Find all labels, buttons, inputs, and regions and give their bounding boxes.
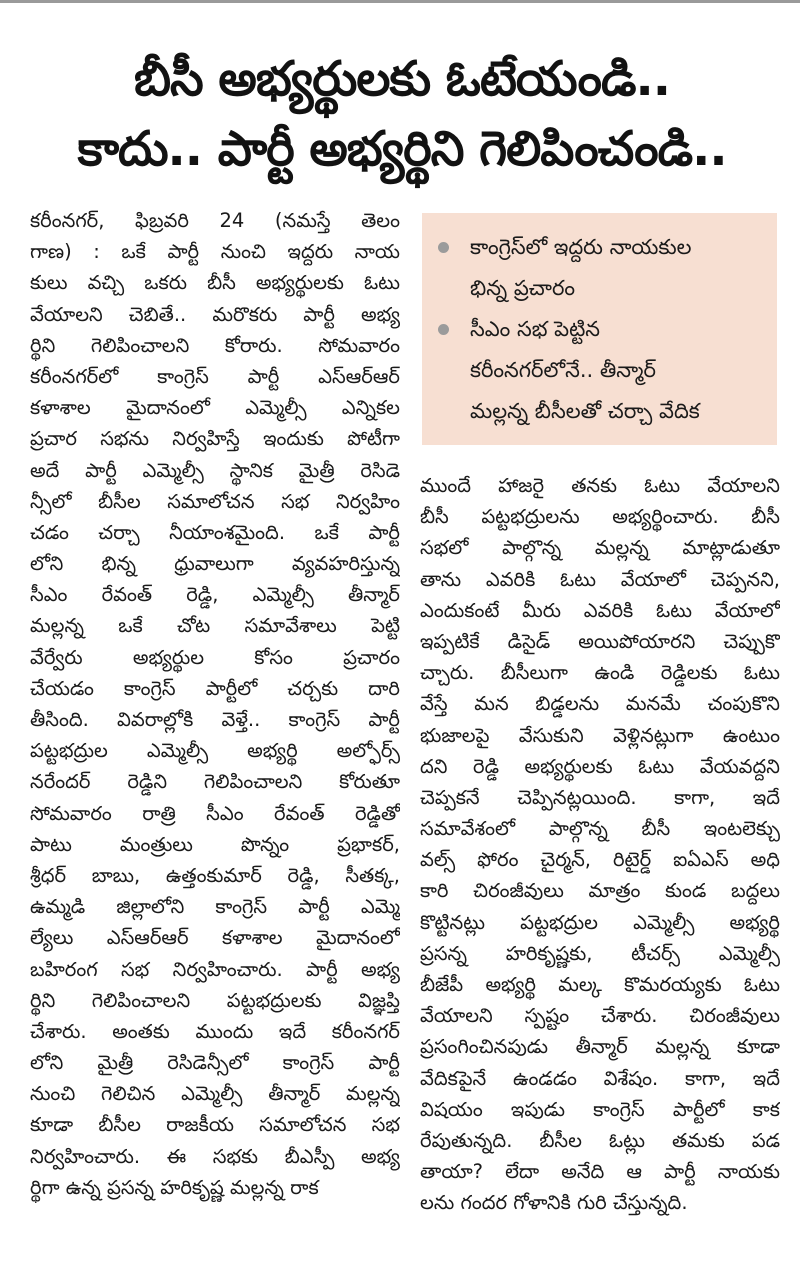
- article-column-left: [30, 205, 400, 1203]
- article-line: ఎందుకంటే మీరు ఎవరికి ఓటు వేయాలో: [420, 598, 780, 622]
- article-line: వల్స్ ఫోరం చైర్మన్, రిటైర్డ్ ఐఏఎస్ అధి: [420, 848, 780, 872]
- highlight-line: భిన్న ప్రచారం: [470, 276, 576, 300]
- article-line: లోని భిన్న ధ్రువాలుగా వ్యవహరిస్తున్న: [30, 552, 400, 576]
- article-line: ఉమ్మడి జిల్లాలోని కాంగ్రెస్ పార్టీ ఎమ్మె: [30, 895, 400, 919]
- article-line: నరేందర్ రెడ్డిని గెలిపించాలని కోరుతూ: [30, 770, 400, 794]
- article-line: కారి చిరంజీవులు మాత్రం కుండ బద్దలు: [420, 879, 780, 903]
- article-line: నిర్వహించారు. ఈ సభకు బీఎస్పీ అభ్య: [30, 1144, 400, 1168]
- highlight-item: [432, 227, 767, 309]
- article-line: చడం చర్చా నీయాంశమైంది. ఒకే పార్టీ: [30, 520, 400, 544]
- highlight-line: కరీంనగర్‌లోనే.. తీన్మార్: [470, 358, 656, 382]
- article-line: కూడా బీసీల రాజకీయ సమాలోచన సభ: [30, 1113, 400, 1137]
- bullet-icon: [438, 324, 449, 335]
- article-line: ర్థిని గెలిపించాలని కోరారు. సోమవారం: [30, 333, 400, 357]
- article-column-right: [420, 470, 780, 1219]
- highlight-item: [432, 309, 767, 432]
- article-line: లను గందర గోళానికి గురి చేస్తున్నది.: [420, 1191, 688, 1215]
- article-line: గాణ) : ఒకే పార్టీ నుంచి ఇద్దరు నాయ: [30, 240, 400, 264]
- article-line: సమావేశంలో పాల్గొన్న బీసీ ఇంటలెక్చు: [420, 817, 780, 841]
- article-line: చెప్పకనే చెప్పినట్లయింది. కాగా, ఇదే: [420, 785, 780, 809]
- article-line: చేయడం కాంగ్రెస్ పార్టీలో చర్చకు దారి: [30, 676, 400, 700]
- article-line: నుంచి గెలిచిన ఎమ్మెల్సీ తీన్మార్ మల్లన్న: [30, 1082, 400, 1106]
- article-line: వేర్వేరు అభ్యర్థుల కోసం ప్రచారం: [30, 645, 400, 669]
- article-line: శ్రీధర్ బాబు, ఉత్తంకుమార్ రెడ్డి, సీతక్క,: [30, 863, 400, 887]
- article-line: వేయాలని చెబితే.. మరొకరు పార్టీ అభ్య: [30, 302, 400, 326]
- article-line: చేశారు. అంతకు ముందు ఇదే కరీంనగర్: [30, 1019, 400, 1043]
- article-line: చ్చారు. బీసీలుగా ఉండి రెడ్డిలకు ఓటు: [420, 661, 780, 685]
- headline-line-2: కాదు.. పార్టీ అభ్యర్థిని గెలిపించండి..: [77, 121, 727, 177]
- article-line: వేస్తే మన బిడ్డలను మనమే చంపుకొని: [420, 692, 780, 716]
- bullet-icon: [438, 242, 449, 253]
- article-line: కరీంనగర్‌లో కాంగ్రెస్ పార్టీ ఎస్ఆర్ఆర్: [30, 364, 400, 388]
- article-line: రేపుతున్నది. బీసీల ఓట్లు తమకు పడ: [420, 1128, 780, 1152]
- article-line: ముందే హాజరై తనకు ఓటు వేయాలని: [420, 474, 780, 497]
- article-line: తాయా? లేదా అనేది ఆ పార్టీ నాయకు: [420, 1160, 780, 1184]
- article-line: పాటు మంత్రులు పొన్నం ప్రభాకర్,: [30, 832, 400, 856]
- article-line: సభలో పాల్గొన్న మల్లన్న మాట్లాడుతూ: [420, 536, 780, 560]
- article-line: ర్థిని గెలిపించాలని పట్టభద్రులకు విజ్ఞప్తి: [30, 988, 400, 1012]
- article-line: మల్లన్న ఒకే చోట సమావేశాలు పెట్టి: [30, 614, 400, 638]
- top-rule: [0, 0, 800, 3]
- article-line: దని రెడ్డి అభ్యర్థులకు ఓటు వేయవద్దని: [420, 754, 780, 778]
- article-line: సీఎం రేవంత్ రెడ్డి, ఎమ్మెల్సీ తీన్మార్: [30, 583, 400, 607]
- article-line: బహిరంగ సభ నిర్వహించారు. పార్టీ అభ్య: [30, 957, 400, 981]
- article-line: కళాశాల మైదానంలో ఎమ్మెల్సీ ఎన్నికల: [30, 396, 400, 420]
- article-line: ప్రచార సభను నిర్వహిస్తే ఇందుకు పోటీగా: [30, 427, 400, 451]
- article-line: న్సీలో బీసీల సమాలోచన సభ నిర్వహిం: [30, 489, 400, 513]
- article-line: కరీంనగర్, ఫిబ్రవరి 24 (నమస్తే తెలం: [30, 209, 400, 232]
- article-line: ఇప్పటికే డిసైడ్ అయిపోయారని చెప్పుకొ: [420, 629, 780, 653]
- article-line: వేదికపైనే ఉండడం విశేషం. కాగా, ఇదే: [420, 1066, 780, 1090]
- article-line: తాను ఎవరికి ఓటు వేయాలో చెప్పనని,: [420, 567, 780, 591]
- article-line: లోని మైత్రీ రెసిడెన్సీలో కాంగ్రెస్ పార్టీ: [30, 1051, 400, 1075]
- highlight-line: మల్లన్న బీసీలతో చర్చా వేదిక: [470, 399, 700, 423]
- article-line: ల్యేలు ఎస్ఆర్ఆర్ కళాశాల మైదానంలో: [30, 926, 400, 950]
- article-line: ప్రసన్న హరికృష్ణకు, టీచర్స్ ఎమ్మెల్సీ: [420, 941, 780, 965]
- highlight-line: సీఎం సభ పెట్టిన: [470, 317, 601, 341]
- highlight-box: [422, 213, 777, 445]
- article-line: భుజాలపై వేసుకుని వెళ్లినట్లుగా ఉంటుం: [420, 723, 780, 747]
- article-line: కొట్టినట్లు పట్టభద్రుల ఎమ్మెల్సీ అభ్యర్థి: [420, 910, 780, 934]
- article-line: ప్రసంగించినపుడు తీన్మార్ మల్లన్న కూడా: [420, 1035, 780, 1059]
- headline-line-1: బీసీ అభ్యర్థులకు ఓటేయండి..: [134, 51, 670, 107]
- article-line: విషయం ఇపుడు కాంగ్రెస్ పార్టీలో కాక: [420, 1097, 780, 1121]
- article-line: బీసీ పట్టభద్రులను అభ్యర్థించారు. బీసీ: [420, 505, 780, 529]
- highlight-line: కాంగ్రెస్‌లో ఇద్దరు నాయకుల: [470, 235, 692, 259]
- article-line: వేయాలని స్పష్టం చేశారు. చిరంజీవులు: [420, 1004, 780, 1028]
- article-line: సోమవారం రాత్రి సీఎం రేవంత్ రెడ్డితో: [30, 801, 400, 825]
- article-line: కులు వచ్చి ఒకరు బీసీ అభ్యర్థులకు ఓటు: [30, 271, 400, 295]
- article-line: తీసింది. వివరాల్లోకి వెళ్తే.. కాంగ్రెస్ పార్టీ: [30, 708, 400, 731]
- article-line: అదే పార్టీ ఎమ్మెల్సీ స్థానిక మైత్రీ రెసిడె: [30, 458, 400, 482]
- article-line: ర్థిగా ఉన్న ప్రసన్న హరికృష్ణ మల్లన్న రాక: [30, 1175, 319, 1199]
- article-line: పట్టభద్రుల ఎమ్మెల్సీ అభ్యర్థి అల్ఫోర్స్: [30, 739, 400, 763]
- article-line: బీజేపీ అభ్యర్థి మల్క కొమరయ్యకు ఓటు: [420, 973, 780, 996]
